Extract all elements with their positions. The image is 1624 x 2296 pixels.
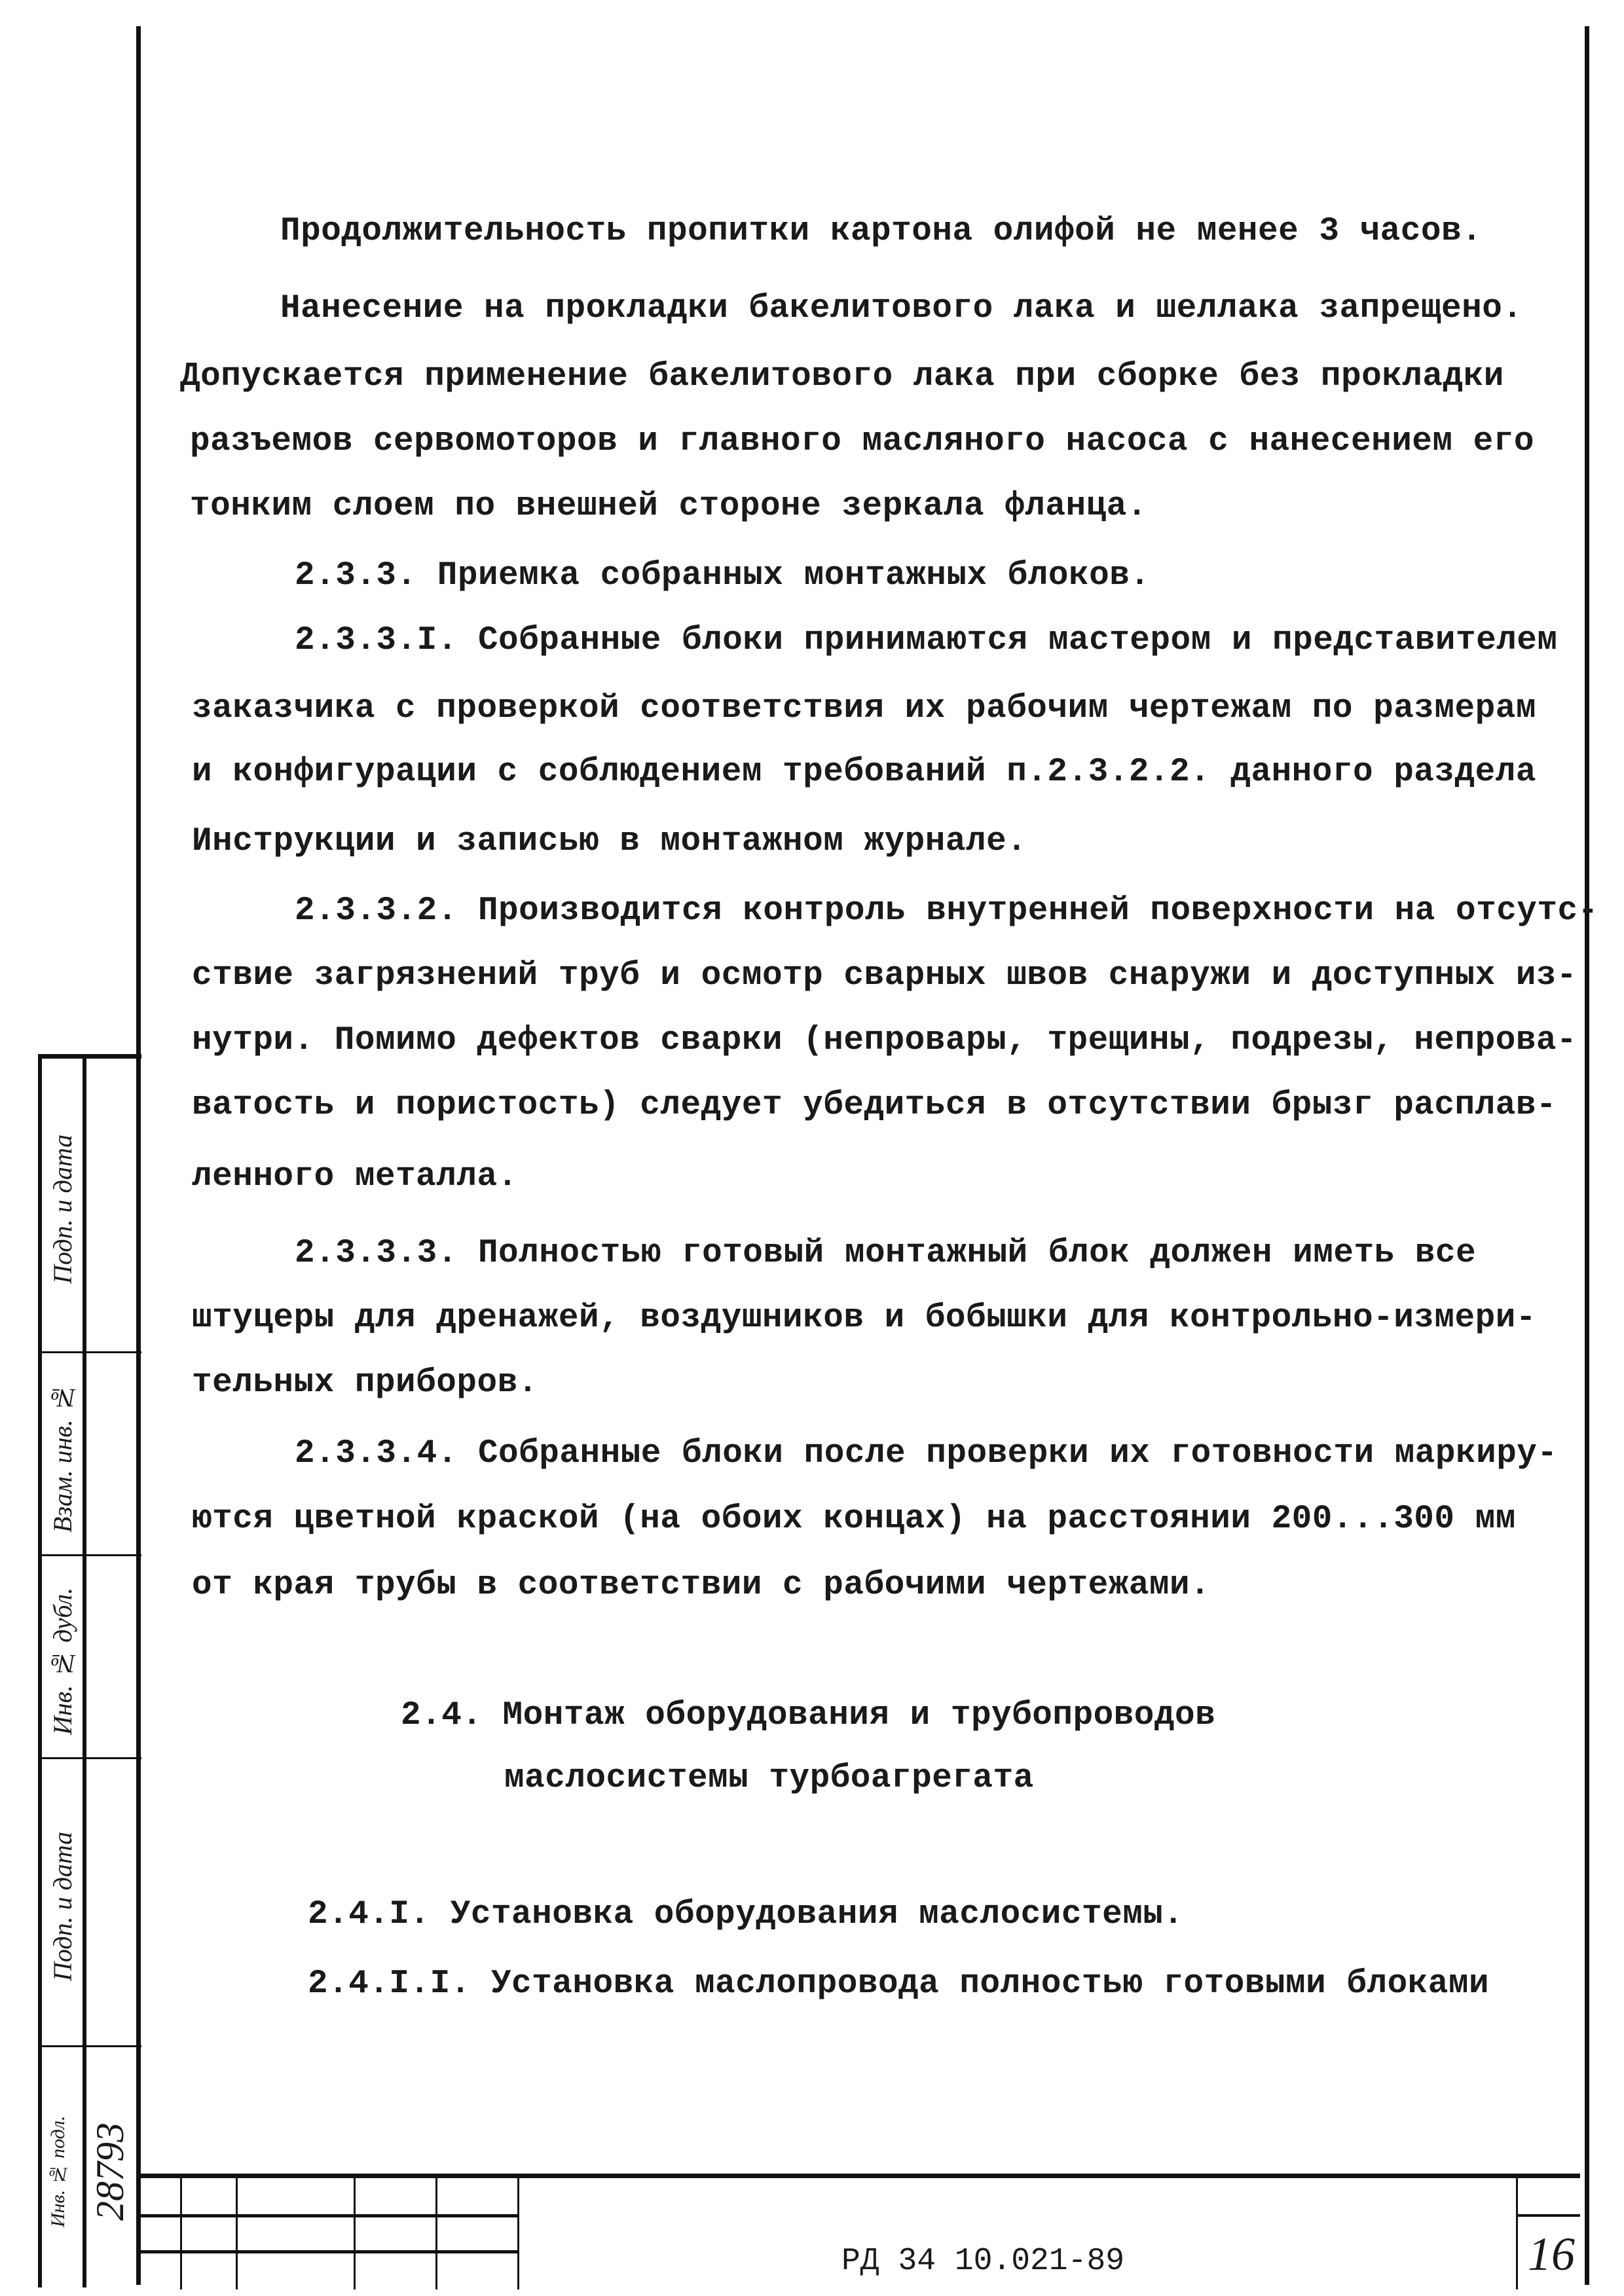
text-line: тонким слоем по внешней стороне зеркала фланца. — [190, 488, 1147, 525]
table-rule — [517, 2178, 519, 2289]
text-line: штуцеры для дренажей, воздушников и бобышки для контрольно-измери- — [192, 1300, 1536, 1337]
stamp-strip — [38, 1054, 141, 2287]
text-line: ленного металла. — [192, 1158, 518, 1195]
strip-label: Инв. № подл. — [47, 2115, 69, 2228]
text-line: ствие загрязнений труб и осмотр сварных швов снаружи и доступных из- — [192, 957, 1578, 994]
chapter-heading: 2.4. Монтаж оборудования и трубопроводов — [401, 1697, 1216, 1734]
inventory-number: 28793 — [88, 2123, 132, 2221]
text-line: от края трубы в соответствии с рабочими чертежами. — [192, 1567, 1211, 1604]
section-heading: 2.4.I. Установка оборудования маслосистемы. — [308, 1896, 1184, 1933]
title-block — [141, 2174, 1580, 2289]
table-rule — [141, 2214, 517, 2217]
strip-label: Подп. и дата — [48, 1134, 77, 1285]
text-line: 2.3.3.4. Собранные блоки после проверки их готовности маркиру- — [295, 1435, 1558, 1472]
text-line: и конфигурации с соблюдением требований п.2.3.2.2. данного раздела — [192, 754, 1536, 791]
strip-label: Инв. № дубл. — [48, 1587, 77, 1735]
table-rule — [435, 2178, 437, 2289]
table-rule — [236, 2178, 238, 2289]
text-line: 2.3.3.2. Производится контроль внутренней поверхности на отсутс- — [295, 892, 1598, 930]
text-line: ются цветной краской (на обоих концах) на расстоянии 200...300 мм — [192, 1501, 1516, 1538]
strip-cell — [42, 1351, 141, 1556]
table-rule — [354, 2178, 356, 2289]
text-line: заказчика с проверкой соответствия их рабочим чертежам по размерам — [192, 690, 1536, 727]
text-line: Продолжительность пропитки картона олифой не менее 3 часов. — [280, 213, 1483, 250]
text-line: 2.3.3.I. Собранные блоки принимаются мастером и представителем — [295, 622, 1558, 659]
text-line: 2.3.3.3. Полностью готовый монтажный блок должен иметь все — [295, 1235, 1477, 1272]
text-line: разъемов сервомоторов и главного масляного насоса с нанесением его — [190, 423, 1534, 460]
document-code: РД 34 10.021-89 — [841, 2244, 1125, 2279]
text-line: нутри. Помимо дефектов сварки (непровары, трещины, подрезы, непрова- — [192, 1022, 1578, 1059]
chapter-heading: маслосистемы турбоагрегата — [504, 1760, 1034, 1797]
strip-cell — [42, 1057, 141, 1353]
text-line: тельных приборов. — [192, 1364, 538, 1402]
text-line: Нанесение на прокладки бакелитового лака и шеллака запрещено. — [280, 290, 1523, 327]
table-rule — [180, 2178, 182, 2289]
section-heading: 2.3.3. Приемка собранных монтажных блоков. — [295, 557, 1151, 594]
text-line: Инструкции и записью в монтажном журнале. — [192, 823, 1027, 860]
page-number-box — [1516, 2178, 1580, 2289]
revision-table — [141, 2178, 517, 2289]
strip-label: Взам. инв. № — [48, 1383, 77, 1533]
strip-cell — [42, 2045, 141, 2289]
text-line: ватость и пористость) следует убедиться в отсутствии брызг расплав- — [192, 1087, 1557, 1124]
strip-label: Подп. и дата — [48, 1831, 77, 1982]
strip-cell — [42, 1757, 141, 2047]
table-rule — [141, 2250, 517, 2253]
text-line: Допускается применение бакелитового лака при сборке без прокладки — [180, 358, 1504, 395]
page-number: 16 — [1528, 2228, 1575, 2280]
text-line: 2.4.I.I. Установка маслопровода полностью готовыми блоками — [308, 1965, 1490, 2003]
strip-cell — [42, 1554, 141, 1759]
